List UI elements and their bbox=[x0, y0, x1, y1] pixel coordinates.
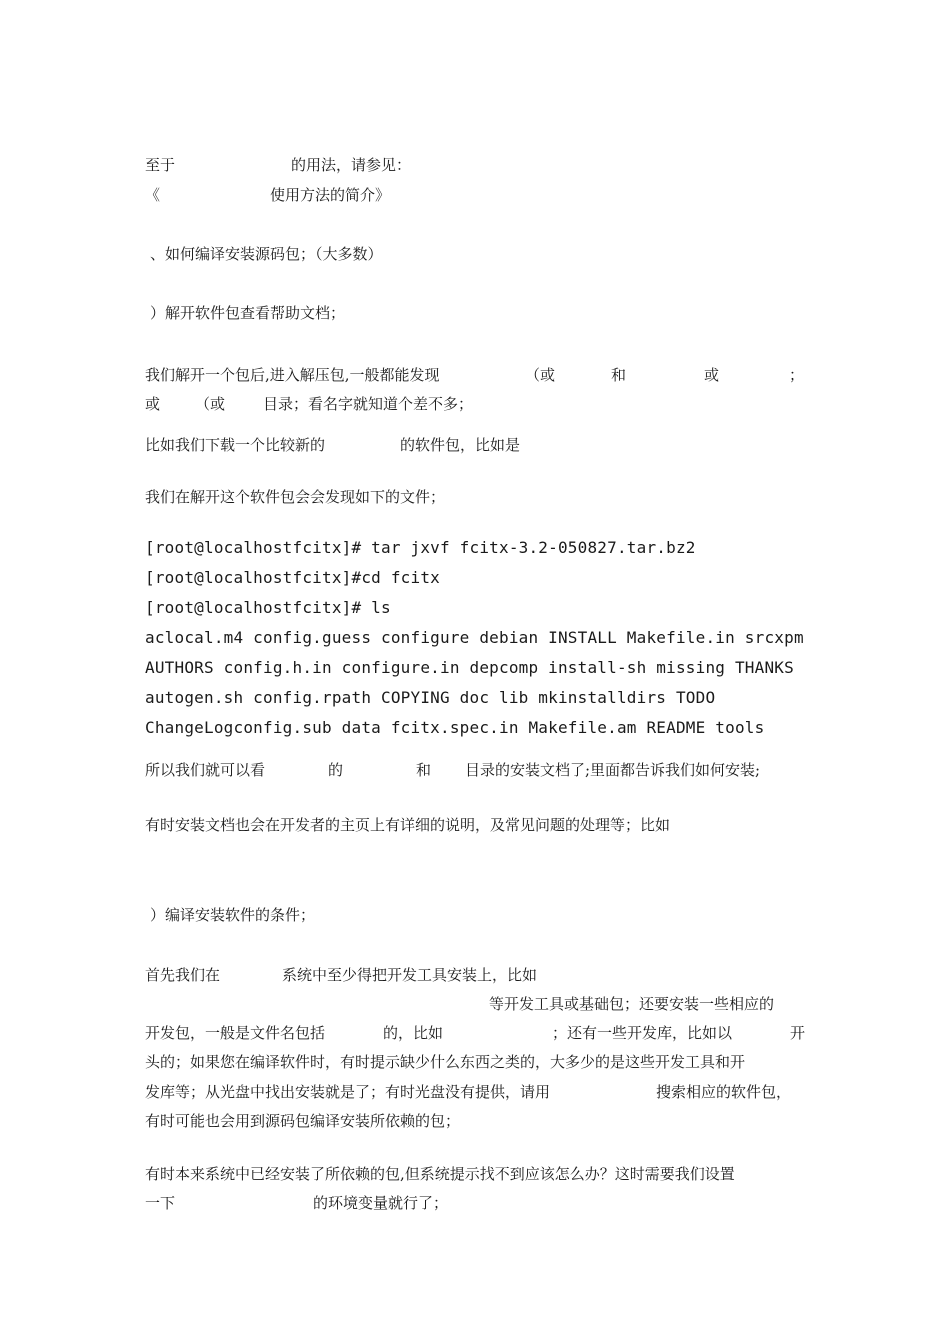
text-line: 的，比如 bbox=[383, 1024, 444, 1042]
text-line: 发库等；从光盘中找出安装就是了；有时光盘没有提供，请用 bbox=[145, 1083, 551, 1101]
subsection-heading: ）解开软件包查看帮助文档； bbox=[150, 304, 346, 322]
text-line: ；还有一些开发库，比如以 bbox=[552, 1024, 733, 1042]
text-line: 或 bbox=[145, 395, 161, 413]
code-line: autogen.sh config.rpath COPYING doc lib mkinstalldirs TODO bbox=[145, 688, 716, 707]
text-line: 有时本来系统中已经安装了所依赖的包,但系统提示找不到应该怎么办？这时需要我们设置 bbox=[145, 1165, 735, 1183]
text-line: 和 bbox=[611, 366, 627, 384]
text-line: 的用法，请参见： bbox=[291, 156, 412, 174]
code-line: ChangeLogconfig.sub data fcitx.spec.in Makefile.am README tools bbox=[145, 718, 765, 737]
code-line: AUTHORS config.h.in configure.in depcomp install-sh missing THANKS bbox=[145, 658, 794, 677]
text-line: 搜索相应的软件包， bbox=[656, 1083, 792, 1101]
text-line: 的环境变量就行了； bbox=[313, 1194, 449, 1212]
text-line: 开 bbox=[790, 1024, 806, 1042]
text-line: （或 bbox=[525, 366, 556, 384]
text-line: 的软件包，比如是 bbox=[400, 436, 521, 454]
text-line: 至于 bbox=[145, 156, 176, 174]
text-line: 有时可能也会用到源码包编译安装所依赖的包； bbox=[145, 1112, 461, 1130]
text-line: 我们在解开这个软件包会会发现如下的文件； bbox=[145, 488, 446, 506]
text-line: 《 bbox=[145, 186, 161, 204]
section-heading: 、如何编译安装源码包；（大多数） bbox=[150, 245, 383, 263]
text-line: 和 bbox=[416, 761, 432, 779]
text-line: 所以我们就可以看 bbox=[145, 761, 266, 779]
text-line: 目录；看名字就知道个差不多； bbox=[263, 395, 474, 413]
text-line: 目录的安装文档了;里面都告诉我们如何安装; bbox=[465, 761, 761, 779]
code-line: [root@localhostfcitx]# ls bbox=[145, 598, 391, 617]
text-line: 的 bbox=[328, 761, 344, 779]
text-line: 比如我们下载一个比较新的 bbox=[145, 436, 326, 454]
text-line: ； bbox=[789, 366, 805, 384]
text-line: 或 bbox=[704, 366, 720, 384]
text-line: （或 bbox=[195, 395, 226, 413]
text-line: 首先我们在 bbox=[145, 966, 221, 984]
text-line: 我们解开一个包后,进入解压包,一般都能发现 bbox=[145, 366, 440, 384]
text-line: 有时安装文档也会在开发者的主页上有详细的说明，及常见问题的处理等；比如 bbox=[145, 816, 671, 834]
text-line: 系统中至少得把开发工具安装上，比如 bbox=[282, 966, 538, 984]
text-line: 开发包，一般是文件名包括 bbox=[145, 1024, 326, 1042]
code-line: [root@localhostfcitx]#cd fcitx bbox=[145, 568, 440, 587]
code-line: [root@localhostfcitx]# tar jxvf fcitx-3.2-050827.tar.bz2 bbox=[145, 538, 696, 557]
text-line: 头的；如果您在编译软件时，有时提示缺少什么东西之类的，大多少的是这些开发工具和开 bbox=[145, 1053, 746, 1071]
text-line: 使用方法的简介》 bbox=[270, 186, 391, 204]
text-line: 一下 bbox=[145, 1194, 176, 1212]
code-line: aclocal.m4 config.guess configure debian INSTALL Makefile.in srcxpm bbox=[145, 628, 804, 647]
subsection-heading: ）编译安装软件的条件； bbox=[150, 906, 316, 924]
text-line: 等开发工具或基础包；还要安装一些相应的 bbox=[489, 995, 775, 1013]
